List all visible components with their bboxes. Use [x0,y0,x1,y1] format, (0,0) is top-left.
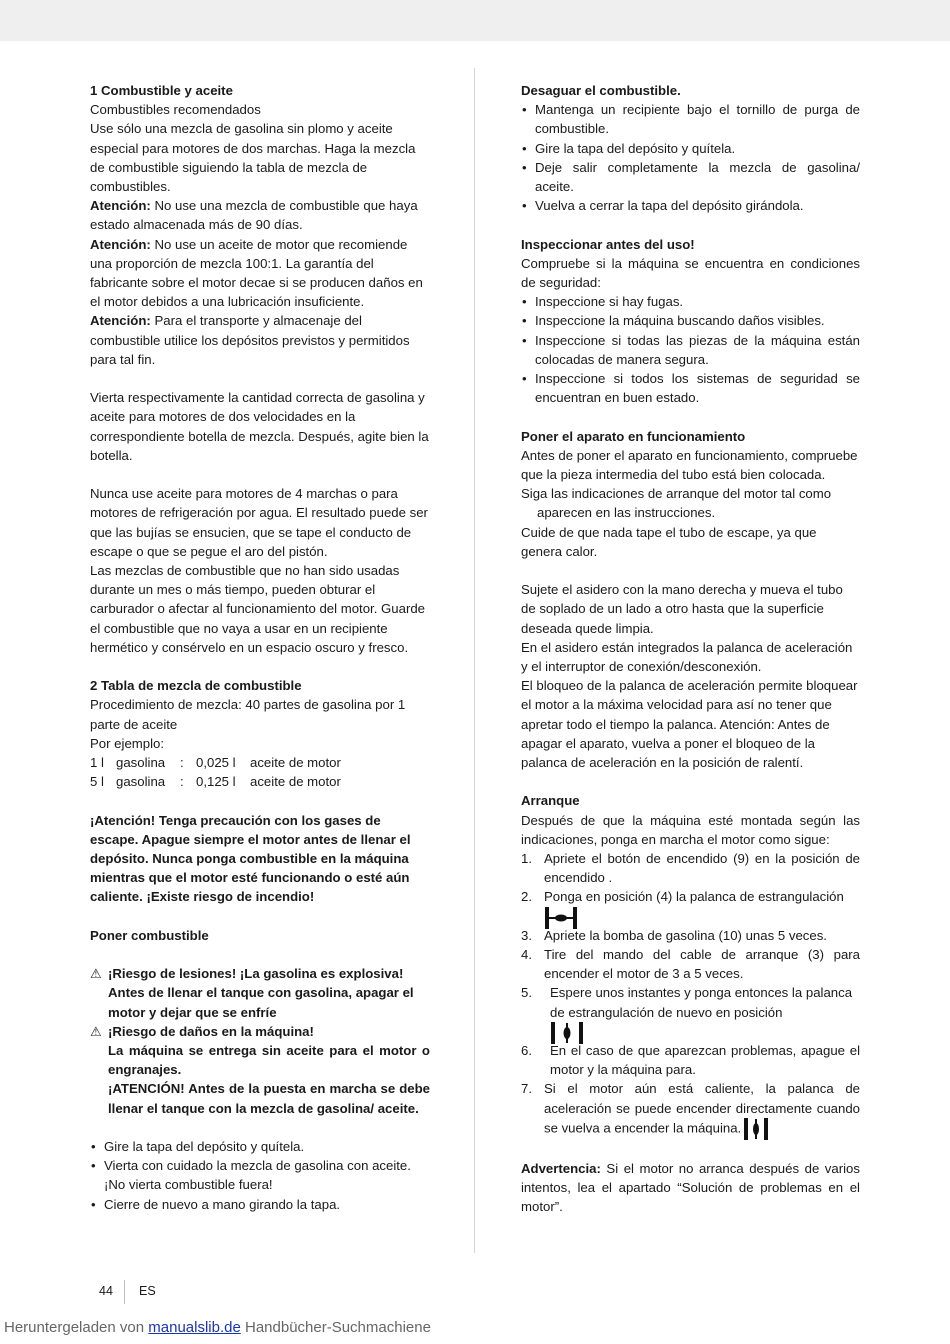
table-row: 1 l gasolina : 0,025 l aceite de motor [90,755,341,771]
list-item: • Gire la tapa del depósito y quítela. [521,139,860,158]
refuel-steps [90,1137,430,1214]
choke-symbol-line [521,907,860,926]
list-item: 3. Apriete la bomba de gasolina (10) unas 5 veces. [521,927,827,943]
list-item: 6. En el caso de que aparezcan problemas, apague el motor y la máquina para. [521,1043,860,1078]
paragraph-never-use: Nunca use aceite para motores de 4 marchas o para motores de refrigeración por agua. El resultado puede ser que las bujías se ensucien, que se tape el conducto de escape o que se pegue el aro del pistón. [90,486,428,559]
list-item: • Inspeccione si todas las piezas de la máquina están colocadas de manera segura. [521,331,860,369]
mix-table [90,753,341,791]
advice: Advertencia: Si el motor no arranca después de varios intentos, lea el apartado “Solución de problemas en el motor”. [521,1161,860,1215]
attention-1: Atención: No use una mezcla de combustible que haya estado almacenada más de 90 días. [90,198,418,233]
list-item: • Mantenga un recipiente bajo el tornillo de purga de combustible. [521,100,860,138]
section-title-mix-table: 2 Tabla de mezcla de combustible [90,678,302,694]
section-title-drain: Desaguar el combustible. [521,83,681,98]
operate-p5: En el asidero están integrados la palanca de aceleración y el interruptor de conexión/desconexión. [521,639,853,675]
manualslib-link[interactable]: manualslib.de [148,1319,241,1336]
attention-2: Atención: No use un aceite de motor que recomiende una proporción de mezcla 100:1. La garantía del fabricante sobre el motor decae si se producen daños en el motor debidos a una lubricación insuficiente. [90,236,423,310]
table-row: 5 l gasolina : 0,125 l aceite de motor [90,774,341,790]
operate-p6: El bloqueo de la palanca de aceleración permite bloquear el motor a la máxima velocidad para así no tener que apretar todo el tiempo la palanca. Atención: Antes de apagar el aparato, vuelva a poner el bloqueo de la palanca de aceleración en la posición de ralentí. [521,678,858,771]
section-title-inspect: Inspeccionar antes del uso! [521,236,695,252]
list-item: • Vuelva a cerrar la tapa del depósito girándola. [521,196,860,215]
attention-label: Atención: [90,236,151,252]
list-item: 1. Apriete el botón de encendido (9) en la posición de encendido . [521,851,860,886]
paragraph-mix-procedure: Procedimiento de mezcla: 40 partes de gasolina por 1 parte de aceite [90,697,406,732]
section-title-refuel: Poner combustible [90,927,209,943]
start-intro: Después de que la máquina esté montada según las indicaciones, ponga en marcha el motor como sigue: [521,812,860,847]
operate-p2b: aparecen en las instrucciones. [537,505,716,521]
list-item: 2. Ponga en posición (4) la palanca de estrangulación [521,889,844,905]
page-number: 44 [99,1284,113,1298]
exhaust-warning: ¡Atención! Tenga precaución con los gases de escape. Apague siempre el motor antes de llenar el depósito. Nunca ponga combustible en la máquina mientras que el motor esté funcionando o esté aún caliente. ¡Existe riesgo de incendio! [90,812,411,905]
list-item: • Deje salir completamente la mezcla de gasolina/ aceite. [521,158,860,196]
start-steps [521,849,860,1140]
section-title-start: Arranque [521,793,580,809]
warning-injury: ⚠ ¡Riesgo de lesiones! ¡La gasolina es explosiva! [90,964,430,983]
list-item: • Inspeccione si todos los sistemas de seguridad se encuentran en buen estado. [521,369,860,407]
warning-damage-body-2: ¡ATENCIÓN! Antes de la puesta en marcha se debe llenar el tanque con la mezcla de gasolina/ aceite. [108,1081,430,1116]
right-column [521,81,860,1217]
top-bar [0,0,950,41]
operate-p4: Sujete el asidero con la mano derecha y mueva el tubo de soplado de un lado a otro hasta que la superficie deseada quede limpia. [521,582,843,636]
list-item: • Gire la tapa del depósito y quítela. [90,1137,430,1156]
advice-label: Advertencia: [521,1161,601,1177]
attention-label: Atención: [90,198,151,214]
list-item: • Cierre de nuevo a mano girando la tapa. [90,1195,430,1214]
paragraph-pour-mix: Vierta respectivamente la cantidad correcta de gasolina y aceite para motores de dos velocidades en la correspondiente botella de mezcla. Después, agite bien la botella. [90,390,429,463]
inspect-intro: Compruebe si la máquina se encuentra en condiciones de seguridad: [521,255,860,291]
operate-p3: Cuide de que nada tape el tubo de escape, ya que genera calor. [521,524,817,559]
example-label: Por ejemplo: [90,735,165,751]
section-title-operate: Poner el aparato en funcionamiento [521,428,746,444]
operate-p2a: Siga las indicaciones de arranque del motor tal como [521,486,832,502]
column-divider [474,68,475,1253]
warning-triangle-icon: ⚠ [90,1023,102,1039]
subtitle-recommended-fuels: Combustibles recomendados [90,102,261,118]
list-item: • Inspeccione la máquina buscando daños visibles. [521,311,860,330]
attention-3: Atención: Para el transporte y almacenaje del combustible utilice los depósitos previstos y permitidos para tal fin. [90,313,410,367]
attention-label: Atención: [90,313,151,329]
list-item: 4. Tire del mando del cable de arranque (3) para encender el motor de 3 a 5 veces. [521,947,860,982]
language-code: ES [139,1284,156,1298]
paragraph-storage: Las mezclas de combustible que no han sido usadas durante un mes o más tiempo, pueden obturar el carburador o afectar al funcionamiento del motor. Guarde el combustible que no vaya a usar en un recipiente hermético y consérvelo en un espacio oscuro y fresco. [90,563,426,655]
operate-p1: Antes de poner el aparato en funcionamiento, compruebe que la pieza intermedia del tubo está bien colocada. [521,447,858,483]
footer-separator [124,1280,125,1304]
choke-open-icon [743,1118,769,1140]
list-item: • Inspeccione si hay fugas. [521,292,860,311]
drain-list [521,100,860,215]
left-column [90,81,430,1214]
section-title-fuel-oil: 1 Combustible y aceite [90,83,233,98]
warning-injury-body: Antes de llenar el tanque con gasolina, apagar el motor y dejar que se enfríe [108,985,414,1020]
list-item: • Vierta con cuidado la mezcla de gasolina con aceite. ¡No vierta combustible fuera! [90,1156,430,1194]
inspect-list [521,292,860,407]
list-item: 5. Espere unos instantes y ponga entonces la palanca de estrangulación de nuevo en posición [521,985,853,1020]
download-note: Heruntergeladen von manualslib.de Handbücher-Suchmachiene [4,1319,431,1336]
warning-triangle-icon: ⚠ [90,966,102,982]
warning-damage: ⚠ ¡Riesgo de daños en la máquina! [90,1022,430,1041]
choke-symbol-line [521,1022,860,1041]
paragraph-fuel-mix: Use sólo una mezcla de gasolina sin plomo y aceite especial para motores de dos marchas. Haga la mezcla de combustible siguiendo la tabla de mezcla de combustibles. [90,121,416,195]
warning-damage-body-1: La máquina se entrega sin aceite para el motor o engranajes. [108,1043,430,1078]
list-item: 7. Si el motor aún está caliente, la palanca de aceleración se puede encender directamente cuando se vuelva a encender la máquina. [521,1079,860,1139]
